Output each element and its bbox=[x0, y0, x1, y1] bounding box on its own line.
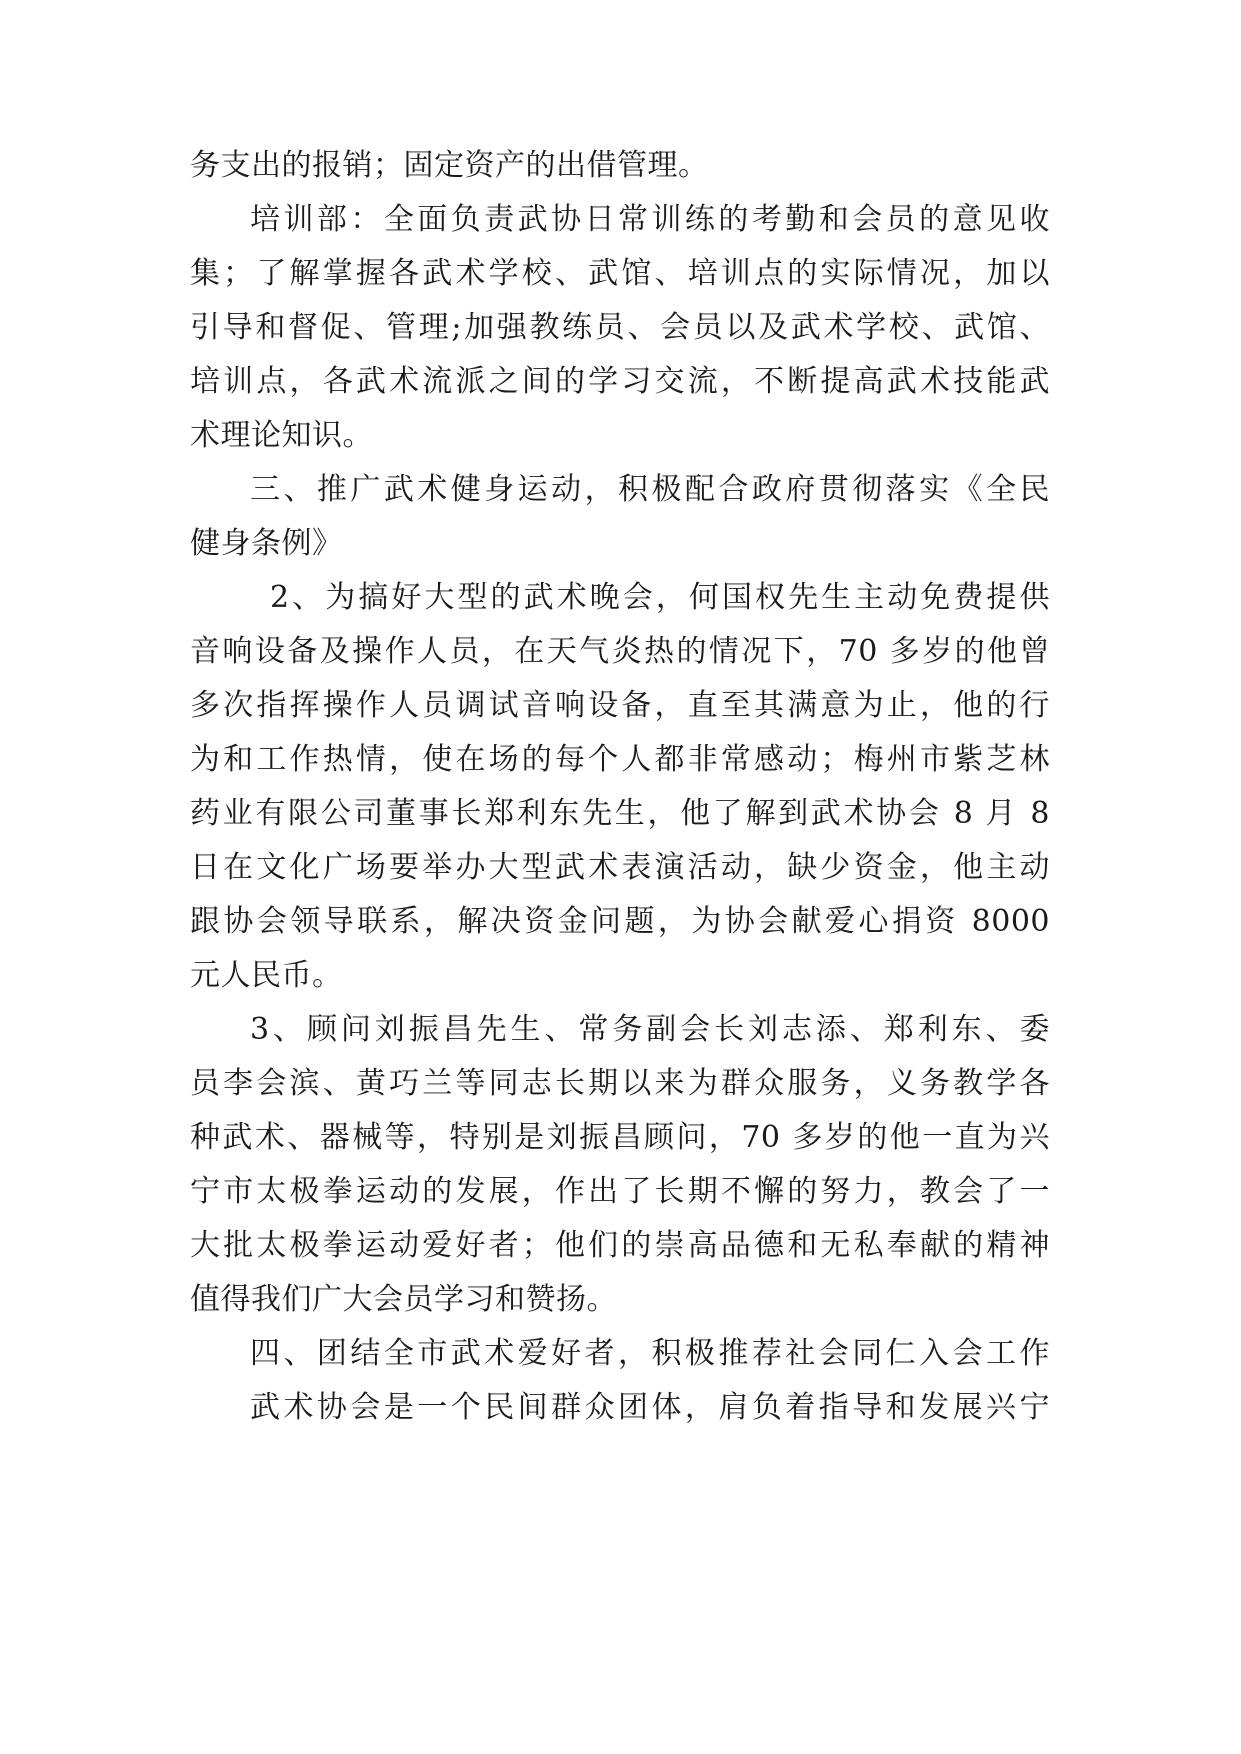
text-line: 集；了解掌握各武术学校、武馆、培训点的实际情况，加以 bbox=[190, 256, 1050, 291]
text-line: 多次指挥操作人员调试音响设备，直至其满意为止，他的行 bbox=[190, 688, 1050, 723]
text-line: 培训点，各武术流派之间的学习交流，不断提高武术技能武 bbox=[190, 364, 1050, 399]
section-heading: 四、团结全市武术爱好者，积极推荐社会同仁入会工作 bbox=[250, 1336, 1050, 1371]
text-line: 药业有限公司董事长郑利东先生，他了解到武术协会 8 月 8 bbox=[190, 796, 1050, 831]
section-heading: 健身条例》 bbox=[190, 526, 343, 561]
text-line: 2、为搞好大型的武术晚会，何国权先生主动免费提供 bbox=[270, 580, 1050, 615]
text-line: 员李会滨、黄巧兰等同志长期以来为群众服务，义务教学各 bbox=[190, 1066, 1050, 1101]
text-line: 大批太极拳运动爱好者；他们的崇高品德和无私奉献的精神 bbox=[190, 1228, 1050, 1263]
text-line: 引导和督促、管理;加强教练员、会员以及武术学校、武馆、 bbox=[190, 310, 1050, 345]
text-line: 为和工作热情，使在场的每个人都非常感动；梅州市紫芝林 bbox=[190, 742, 1050, 777]
text-line: 3、顾问刘振昌先生、常务副会长刘志添、郑利东、委 bbox=[250, 1012, 1050, 1047]
text-line: 务支出的报销；固定资产的出借管理。 bbox=[190, 148, 709, 183]
text-line: 元人民币。 bbox=[190, 958, 343, 993]
text-line: 宁市太极拳运动的发展，作出了长期不懈的努力，教会了一 bbox=[190, 1174, 1050, 1209]
text-line: 培训部：全面负责武协日常训练的考勤和会员的意见收 bbox=[250, 202, 1050, 237]
text-line: 跟协会领导联系，解决资金问题，为协会献爱心捐资 8000 bbox=[190, 904, 1050, 939]
text-line: 种武术、器械等，特别是刘振昌顾问，70 多岁的他一直为兴 bbox=[190, 1120, 1050, 1155]
text-line: 武术协会是一个民间群众团体，肩负着指导和发展兴宁 bbox=[250, 1390, 1050, 1425]
text-line: 日在文化广场要举办大型武术表演活动，缺少资金，他主动 bbox=[190, 850, 1050, 885]
text-line: 值得我们广大会员学习和赞扬。 bbox=[190, 1282, 617, 1317]
text-line: 音响设备及操作人员，在天气炎热的情况下，70 多岁的他曾 bbox=[190, 634, 1050, 669]
text-line: 术理论知识。 bbox=[190, 418, 373, 453]
section-heading: 三、推广武术健身运动，积极配合政府贯彻落实《全民 bbox=[250, 472, 1050, 507]
